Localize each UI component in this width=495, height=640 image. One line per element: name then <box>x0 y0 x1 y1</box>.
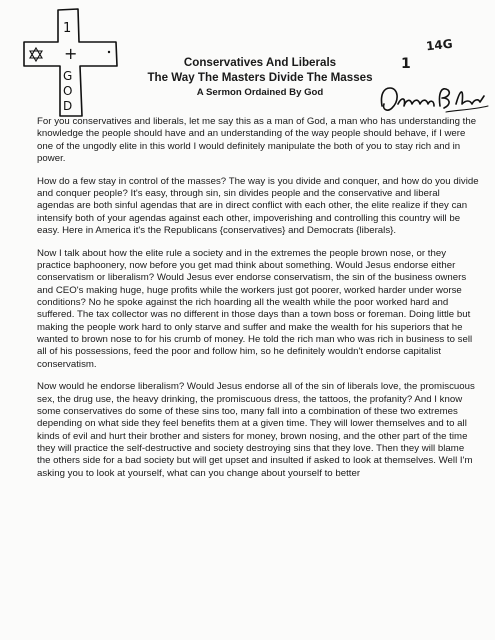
paragraph-3: Now I talk about how the elite rule a society and in the extremes the people brown nose, or they practice baphoonery, now before you get mad think about something. Would Jesus endorse either conservatism or liberalism? Would Jesus ever endorse conservatism, the sin of the business owners and CEO's making huge, huge profits while the workers just got poorer, worked harder under worse conditions? No he spoke against the rich hoarding all the wealth while the poor worked hard and suffered. The tax collector was no different in those days than a town boss or foreman. Doing little but making the people work hard to only starve and suffer and make the wealth for his superiors that he wanted to brown nose to for his crumb of money. He told the rich man who was rich in business to sell all of his possessions, feed the poor and follow him, so he definitely wouldn't endorse capitalist conservatism. <box>37 247 473 370</box>
cross-icon <box>20 6 128 118</box>
signature-icon <box>376 76 494 120</box>
sermon-body <box>37 116 479 480</box>
logo-letter-d: D <box>63 99 73 113</box>
page-tagline: A Sermon Ordained By God <box>196 87 324 98</box>
paragraph-1: For you conservatives and liberals, let me say this as a man of God, a man who has understanding the knowledge the people should have and an understanding of the way people should behave, if I were one of the ungodly elite in this world I would definitely manipulate the both of you to stay rich and in power. <box>37 116 477 164</box>
paragraph-4: Now would he endorse liberalism? Would Jesus endorse all of the sin of liberals love, the promiscuous sex, the drug use, the heavy drinking, the promiscuous dress, the tattoos, the profanity? And I know some conservatives do some of these sins too, many fall into a combination of these two extremes depending on what side they feel benefits them at a given time. They will lower themselves and to all kinds of evil and hurt their brother and sisters for money, brown nosing, and the other part of the time they will practice the self-destructive and society destroying sins that they love. Then they will blame the others side for a bad society but will get upset and insulted if asked to look at themselves. Well I'm asking you to look at yourself, what can you change about yourself to better <box>37 381 475 479</box>
logo-center-glyph: + <box>64 44 78 63</box>
crescent-icon <box>99 47 106 61</box>
paragraph-2: How do a few stay in control of the masses? The way is you divide and conquer, and how do you divide and conquer people? It's easy, through sin, sin divides people and the conservative and liberal agendas are both sinful agendas that are in direct conflict with each other, the elite realize if they can intensify both of your agendas against each other, impoverishing and controlling this country will be easy. Here in America it's the Republicans {conservatives} and Democrats {liberals}. <box>37 175 479 236</box>
page-number: 1 <box>401 56 411 72</box>
cross-logo <box>20 6 128 118</box>
logo-letter-1: 1 <box>63 21 72 36</box>
page-subtitle: The Way The Masters Divide The Masses <box>147 71 373 84</box>
logo-letter-o: O <box>63 84 73 98</box>
signature <box>376 76 494 120</box>
logo-letter-g: G <box>63 69 73 83</box>
document-code: 14G <box>425 36 454 54</box>
page-title: Conservatives And Liberals <box>183 56 337 69</box>
header <box>130 55 390 99</box>
